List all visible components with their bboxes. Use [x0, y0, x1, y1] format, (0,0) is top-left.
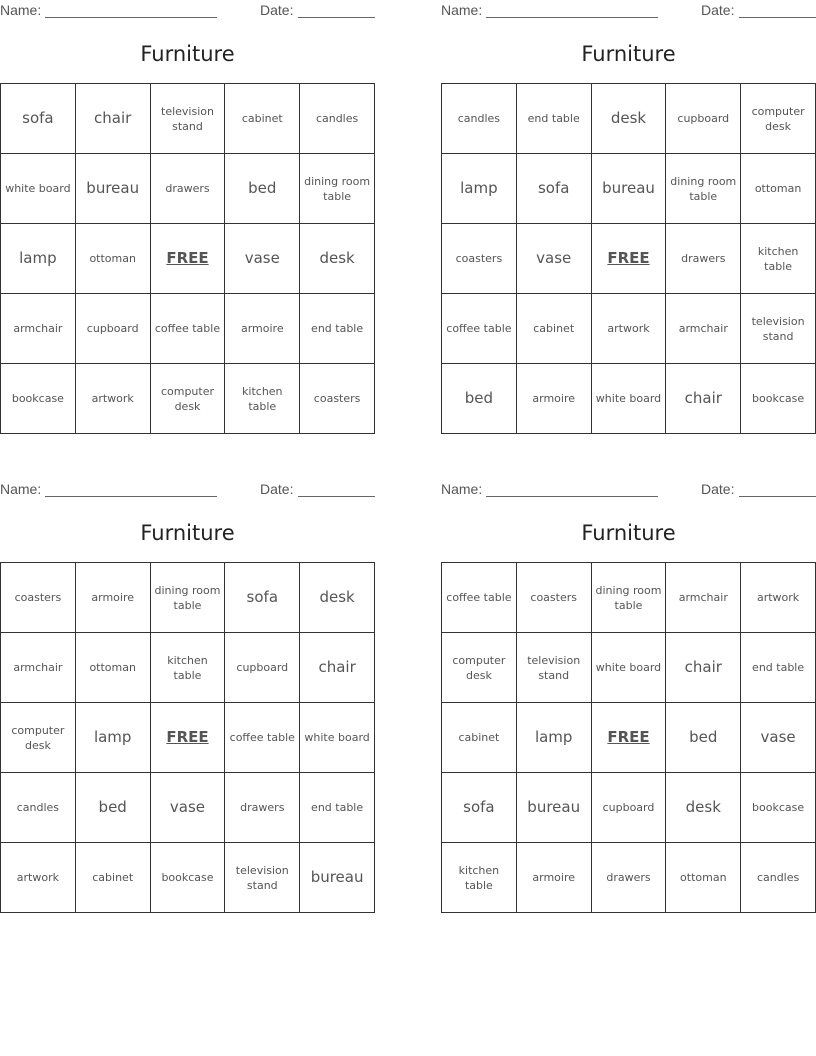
bingo-cell: television stand: [225, 843, 300, 913]
bingo-cell: sofa: [1, 84, 76, 154]
bingo-cell: vase: [741, 703, 816, 773]
name-label: Name:: [0, 481, 42, 497]
bingo-cell: desk: [300, 224, 375, 294]
bingo-cell: computer desk: [442, 633, 517, 703]
free-space: FREE: [151, 224, 226, 294]
card-header: [441, 481, 816, 499]
bingo-cell: drawers: [225, 773, 300, 843]
bingo-cell: artwork: [592, 294, 667, 364]
bingo-cell: television stand: [517, 633, 592, 703]
bingo-cell: cupboard: [76, 294, 151, 364]
bingo-cell: sofa: [442, 773, 517, 843]
bingo-cell: desk: [592, 84, 667, 154]
name-line: [486, 496, 658, 497]
bingo-cell: bureau: [76, 154, 151, 224]
bingo-cell: artwork: [1, 843, 76, 913]
bingo-cell: dining room table: [592, 563, 667, 633]
bingo-cell: lamp: [517, 703, 592, 773]
bingo-cell: lamp: [1, 224, 76, 294]
name-line: [45, 496, 217, 497]
date-label: Date:: [260, 2, 294, 18]
bingo-cell: lamp: [76, 703, 151, 773]
bingo-cell: end table: [300, 773, 375, 843]
bingo-cell: desk: [666, 773, 741, 843]
bingo-cell: white board: [592, 633, 667, 703]
bingo-cell: lamp: [442, 154, 517, 224]
bingo-cell: white board: [1, 154, 76, 224]
free-space: FREE: [592, 703, 667, 773]
bingo-cell: dining room table: [151, 563, 226, 633]
bingo-cell: armoire: [76, 563, 151, 633]
bingo-cell: candles: [300, 84, 375, 154]
bingo-grid: [0, 83, 375, 434]
card-title: Furniture: [581, 42, 676, 66]
bingo-grid: [0, 562, 375, 913]
card-header: [441, 2, 816, 20]
bingo-cell: kitchen table: [741, 224, 816, 294]
name-label: Name:: [441, 481, 483, 497]
name-line: [486, 17, 658, 18]
bingo-cell: vase: [151, 773, 226, 843]
bingo-cell: drawers: [151, 154, 226, 224]
bingo-cell: drawers: [592, 843, 667, 913]
bingo-cell: coasters: [517, 563, 592, 633]
bingo-cell: armchair: [1, 633, 76, 703]
bingo-cell: desk: [300, 563, 375, 633]
bingo-cell: end table: [300, 294, 375, 364]
bingo-cell: end table: [517, 84, 592, 154]
name-label: Name:: [0, 2, 42, 18]
bingo-cell: armchair: [666, 294, 741, 364]
date-label: Date:: [701, 481, 735, 497]
bingo-cell: cupboard: [225, 633, 300, 703]
bingo-cell: armchair: [1, 294, 76, 364]
name-label: Name:: [441, 2, 483, 18]
card-title: Furniture: [140, 42, 235, 66]
bingo-cell: kitchen table: [151, 633, 226, 703]
bingo-cell: chair: [300, 633, 375, 703]
bingo-cell: bookcase: [151, 843, 226, 913]
bingo-cell: end table: [741, 633, 816, 703]
free-space: FREE: [151, 703, 226, 773]
date-line: [298, 496, 375, 497]
bingo-cell: drawers: [666, 224, 741, 294]
bingo-cell: armchair: [666, 563, 741, 633]
bingo-cell: coasters: [300, 364, 375, 434]
bingo-cell: candles: [442, 84, 517, 154]
date-line: [739, 496, 816, 497]
bingo-cell: armoire: [517, 843, 592, 913]
bingo-cell: coffee table: [442, 563, 517, 633]
card-title: Furniture: [140, 521, 235, 545]
date-line: [739, 17, 816, 18]
bingo-cell: white board: [300, 703, 375, 773]
bingo-cell: bed: [76, 773, 151, 843]
bingo-cell: computer desk: [1, 703, 76, 773]
card-header: [0, 2, 375, 20]
bingo-cell: chair: [666, 633, 741, 703]
bingo-cell: coffee table: [442, 294, 517, 364]
bingo-cell: armoire: [517, 364, 592, 434]
bingo-cell: television stand: [151, 84, 226, 154]
bingo-cell: cabinet: [225, 84, 300, 154]
bingo-cell: cabinet: [517, 294, 592, 364]
card-header: [0, 481, 375, 499]
bingo-cell: cabinet: [76, 843, 151, 913]
bingo-cell: candles: [1, 773, 76, 843]
bingo-cell: cupboard: [666, 84, 741, 154]
bingo-cell: bureau: [517, 773, 592, 843]
bingo-cell: bed: [442, 364, 517, 434]
bingo-cell: bureau: [592, 154, 667, 224]
bingo-cell: artwork: [741, 563, 816, 633]
free-space: FREE: [592, 224, 667, 294]
bingo-cell: ottoman: [666, 843, 741, 913]
bingo-cell: cabinet: [442, 703, 517, 773]
bingo-cell: dining room table: [300, 154, 375, 224]
bingo-cell: chair: [76, 84, 151, 154]
date-line: [298, 17, 375, 18]
bingo-cell: dining room table: [666, 154, 741, 224]
bingo-grid: [441, 562, 816, 913]
bingo-cell: bookcase: [1, 364, 76, 434]
bingo-cell: coffee table: [151, 294, 226, 364]
bingo-cell: sofa: [225, 563, 300, 633]
bingo-grid: [441, 83, 816, 434]
bingo-cell: computer desk: [741, 84, 816, 154]
bingo-cell: coasters: [1, 563, 76, 633]
date-label: Date:: [260, 481, 294, 497]
date-label: Date:: [701, 2, 735, 18]
bingo-cell: vase: [517, 224, 592, 294]
bingo-cell: bed: [666, 703, 741, 773]
bingo-cell: bookcase: [741, 773, 816, 843]
bingo-cell: chair: [666, 364, 741, 434]
bingo-cell: artwork: [76, 364, 151, 434]
name-line: [45, 17, 217, 18]
bingo-cell: computer desk: [151, 364, 226, 434]
bingo-cell: coffee table: [225, 703, 300, 773]
bingo-cell: bookcase: [741, 364, 816, 434]
bingo-cell: bureau: [300, 843, 375, 913]
bingo-cell: ottoman: [76, 224, 151, 294]
bingo-cell: television stand: [741, 294, 816, 364]
bingo-cell: coasters: [442, 224, 517, 294]
bingo-cell: kitchen table: [442, 843, 517, 913]
bingo-cell: ottoman: [76, 633, 151, 703]
bingo-cell: white board: [592, 364, 667, 434]
bingo-cell: kitchen table: [225, 364, 300, 434]
bingo-cell: armoire: [225, 294, 300, 364]
card-title: Furniture: [581, 521, 676, 545]
bingo-cell: bed: [225, 154, 300, 224]
bingo-cell: ottoman: [741, 154, 816, 224]
bingo-cell: vase: [225, 224, 300, 294]
bingo-cell: candles: [741, 843, 816, 913]
bingo-cell: sofa: [517, 154, 592, 224]
bingo-cell: cupboard: [592, 773, 667, 843]
